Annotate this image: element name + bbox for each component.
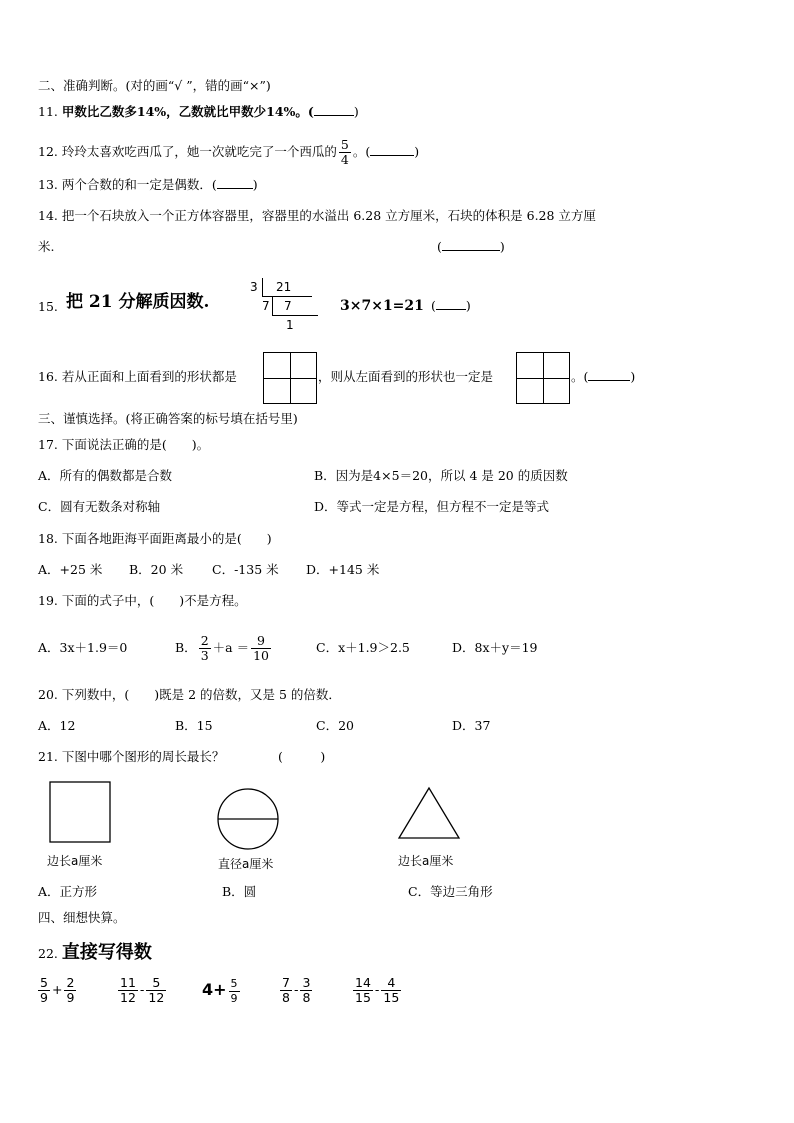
- question-number: 17.: [38, 437, 58, 452]
- option-a[interactable]: A．+25 米: [38, 562, 103, 577]
- question-text: 把一个石块放入一个正方体容器里，容器里的水溢出 6.28 立方厘米，石块的体积是 6.28 立方厘: [61, 208, 596, 223]
- question-16-mid: ，则从左面看到的形状也一定是: [318, 369, 494, 384]
- question-text: 两个合数的和一定是偶数．(: [61, 177, 217, 192]
- expression-2: $\frac{11}{12}$ - $\frac{5}{12}$: [120, 975, 165, 1005]
- option-d[interactable]: D．8x＋y＝19: [452, 640, 538, 655]
- question-text: 下列数中，( )既是 2 的倍数，又是 5 的倍数．: [61, 687, 341, 702]
- question-11: 11. 甲数比乙数多14%，乙数就比甲数少14%。( ): [38, 104, 359, 119]
- square-shape: [50, 782, 110, 842]
- option-a[interactable]: A．所有的偶数都是合数: [38, 468, 173, 483]
- fraction: $\frac{5}{4}$: [340, 137, 349, 167]
- question-number: 14.: [38, 208, 58, 223]
- section-4-heading: 四、细想快算。: [38, 910, 126, 925]
- option-c[interactable]: C．-135 米: [212, 562, 279, 577]
- question-15-equation: 3×7×1=21: [340, 298, 424, 314]
- section-3-heading: 三、谨慎选择。(将正确答案的标号填在括号里): [38, 411, 298, 426]
- section-2-heading: 二、准确判断。(对的画“√ ”，错的画“×”): [38, 78, 271, 93]
- question-14-continued: 米.: [38, 239, 55, 254]
- question-text: 若从正面和上面看到的形状都是: [61, 369, 237, 384]
- expression-1: $\frac{5}{9}$ + $\frac{2}{9}$: [40, 975, 75, 1005]
- short-division: 3 21 7 7 1: [248, 278, 320, 334]
- question-text: 直接写得数: [61, 942, 152, 963]
- option-b[interactable]: B． $\frac{2}{3}$ ＋a ＝ $\frac{9}{10}$: [175, 633, 269, 663]
- answer-paren: 。( ): [571, 369, 636, 384]
- option-b[interactable]: B．因为是4×5＝20，所以 4 是 20 的质因数: [314, 468, 568, 483]
- question-13: 13. 两个合数的和一定是偶数．( ): [38, 177, 258, 192]
- question-text: 甲数比乙数多14%，乙数就比甲数少14%。(: [61, 104, 314, 119]
- answer-paren: ( ): [437, 239, 505, 254]
- option-d[interactable]: D．+145 米: [306, 562, 380, 577]
- question-number: 21.: [38, 749, 58, 764]
- answer-paren: ( ): [278, 749, 326, 764]
- answer-paren: ( ): [431, 298, 471, 313]
- question-12: 12. 玲玲太喜欢吃西瓜了，她一次就吃完了一个西瓜的 $\frac{5}{4}$ 。( ): [38, 137, 420, 167]
- square-caption: 边长a厘米: [47, 854, 103, 868]
- question-number: 16.: [38, 369, 58, 384]
- question-text: 玲玲太喜欢吃西瓜了，她一次就吃完了一个西瓜的: [61, 144, 337, 159]
- triangle-caption: 边长a厘米: [398, 854, 454, 868]
- option-a[interactable]: A．正方形: [38, 884, 98, 899]
- option-d[interactable]: D．37: [452, 718, 491, 733]
- option-c[interactable]: C．圆有无数条对称轴: [38, 499, 161, 514]
- question-text: 下图中哪个图形的周长最长？: [61, 749, 225, 764]
- option-c[interactable]: C．x＋1.9＞2.5: [316, 640, 410, 655]
- expression-4: $\frac{7}{8}$ - $\frac{3}{8}$: [282, 975, 311, 1005]
- question-text: 下面说法正确的是( )。: [61, 437, 210, 452]
- expression-3: 4+ $\frac{5}{9}$: [202, 977, 238, 1005]
- question-number: 20.: [38, 687, 58, 702]
- option-a[interactable]: A．12: [38, 718, 76, 733]
- option-c[interactable]: C．等边三角形: [408, 884, 493, 899]
- question-15-number: 15.: [38, 299, 58, 314]
- option-b[interactable]: B．20 米: [129, 562, 184, 577]
- option-c[interactable]: C．20: [316, 718, 354, 733]
- question-text: 下面的式子中，( )不是方程。: [61, 593, 247, 608]
- question-15-text: 把 21 分解质因数.: [66, 292, 210, 312]
- question-text: 下面各地距海平面距离最小的是( ): [61, 531, 272, 546]
- expression-5: $\frac{14}{15}$ - $\frac{4}{15}$: [355, 975, 400, 1005]
- question-number: 12.: [38, 144, 58, 159]
- question-number: 11.: [38, 104, 58, 119]
- question-number: 22.: [38, 946, 58, 961]
- question-number: 19.: [38, 593, 58, 608]
- option-d[interactable]: D．等式一定是方程，但方程不一定是等式: [314, 499, 550, 514]
- circle-caption: 直径a厘米: [218, 857, 274, 871]
- option-b[interactable]: B．圆: [222, 884, 257, 899]
- question-22: [38, 942, 152, 964]
- option-a[interactable]: A．3x＋1.9＝0: [38, 640, 128, 655]
- question-number: 18.: [38, 531, 58, 546]
- option-b[interactable]: B．15: [175, 718, 213, 733]
- question-number: 13.: [38, 177, 58, 192]
- triangle-shape: [399, 788, 459, 838]
